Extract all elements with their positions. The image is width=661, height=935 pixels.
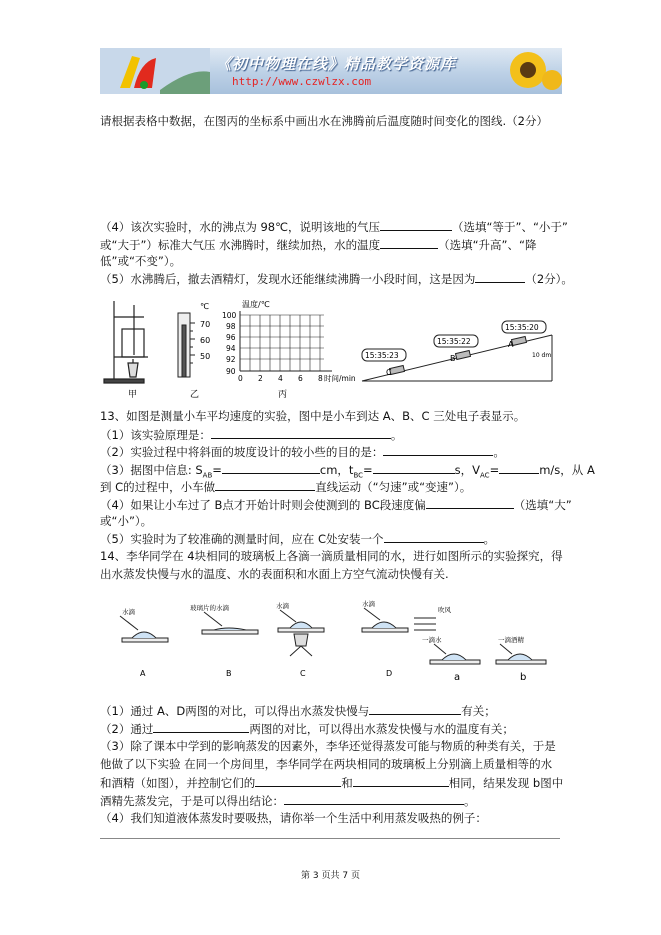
thermo-unit: ℃	[200, 302, 209, 311]
clock-a: 15:35:20	[505, 323, 539, 332]
svg-text:B: B	[450, 354, 456, 363]
svg-text:水滴: 水滴	[362, 600, 375, 608]
q14-text: 和	[341, 776, 353, 790]
svg-text:B: B	[226, 669, 232, 678]
banner-title: 《初中物理在线》精品教学资源库	[216, 55, 457, 73]
q13-p4-cont: 或“小”）。	[100, 514, 153, 528]
answer-blank[interactable]	[222, 461, 320, 474]
q4-line2	[100, 236, 536, 253]
answer-blank[interactable]	[426, 496, 514, 509]
svg-text:4: 4	[278, 374, 283, 383]
q13-text: 直线运动（“匀速”或“变速”）。	[315, 480, 472, 494]
answer-blank[interactable]	[211, 426, 391, 439]
q13-text: （5）实验时为了较准确的测量时间，应在 C处安装一个	[100, 532, 384, 546]
answer-blank[interactable]	[373, 461, 455, 474]
svg-text:b: b	[520, 672, 527, 683]
q13-text: 。	[483, 532, 495, 546]
answer-blank[interactable]	[383, 443, 493, 456]
svg-text:50: 50	[200, 352, 211, 361]
scale-label: 10 dm	[532, 352, 552, 359]
svg-text:丙: 丙	[278, 390, 288, 400]
graph-ylabel: 温度/℃	[242, 300, 270, 309]
svg-text:水滴: 水滴	[276, 602, 289, 610]
q14-p4: （4）我们知道液体蒸发时要吸热，请你举一个生活中利用蒸发吸热的例子：	[100, 811, 487, 825]
q13-p3-cont	[100, 478, 471, 495]
q14-p3-2: 他做了以下实验 在同一个房间里，李华同学在两块相同的玻璃板上分别滴上质量相等的水	[100, 757, 553, 771]
q13-text: =	[212, 463, 222, 477]
q14-text: 。	[464, 794, 476, 808]
figure-evaporation	[100, 598, 560, 688]
temperature-graph-grid	[240, 311, 332, 371]
svg-text:8: 8	[318, 374, 323, 383]
page-footer: 第 3 页共 7 页	[301, 871, 360, 881]
svg-text:98: 98	[226, 322, 236, 331]
svg-text:100: 100	[222, 311, 237, 320]
banner-url[interactable]: http://www.czwlzx.com	[232, 75, 372, 88]
q13-text: （1）该实验原理是：	[100, 428, 211, 442]
svg-text:70: 70	[200, 320, 211, 329]
answer-blank[interactable]	[384, 530, 484, 543]
svg-text:甲: 甲	[128, 390, 138, 400]
q13-p2	[100, 443, 505, 460]
boiling-apparatus	[104, 301, 148, 383]
q13-text: =	[489, 463, 500, 477]
svg-text:2: 2	[258, 374, 263, 383]
q13-text: m/s，从 A	[539, 463, 595, 477]
q13-p4	[100, 496, 572, 513]
svg-text:乙: 乙	[190, 390, 200, 400]
subscript: BC	[353, 471, 364, 480]
svg-text:C: C	[386, 368, 392, 377]
q13-text: 。	[493, 445, 505, 459]
svg-text:0: 0	[238, 374, 243, 383]
answer-line[interactable]	[100, 838, 560, 839]
q14-text: 和酒精（如图），并控制它们的	[100, 776, 256, 790]
clock-c: 15:35:23	[365, 351, 399, 360]
svg-text:a: a	[454, 672, 461, 683]
svg-text:96: 96	[226, 333, 236, 342]
answer-blank[interactable]	[215, 478, 315, 491]
q4-line1	[100, 218, 568, 235]
q14-title-2: 出水蒸发快慢与水的温度、水的表面积和水面上方空气流动快慢有关.	[100, 567, 449, 581]
figure-boiling-and-incline	[100, 295, 560, 405]
answer-blank[interactable]	[153, 720, 249, 733]
svg-text:6: 6	[298, 374, 303, 383]
subscript: AB	[202, 471, 213, 480]
q13-text: （2）实验过程中将斜面的坡度设计的较小些的目的是：	[100, 445, 384, 459]
q13-p1	[100, 426, 402, 443]
q13-title: 13、如图是测量小车平均速度的实验，图中是小车到达 A、B、C 三处电子表显示。	[100, 409, 526, 423]
q14-text: （2）通过	[100, 722, 154, 736]
answer-blank[interactable]	[380, 236, 438, 249]
svg-text:C: C	[300, 669, 306, 678]
svg-text:A: A	[508, 340, 514, 349]
q4-line3: 低”或“不变”）。	[100, 254, 182, 268]
subscript: AC	[480, 471, 490, 480]
svg-text:60: 60	[200, 336, 211, 345]
answer-blank[interactable]	[369, 702, 461, 715]
q4-text-1a: （4）该次实验时，水的沸点为 98℃，说明该地的气压	[100, 220, 381, 234]
answer-blank[interactable]	[499, 461, 539, 474]
svg-text:92: 92	[226, 355, 236, 364]
svg-text:94: 94	[226, 344, 236, 353]
q13-text: （4）如果让小车过了 B点才开始计时则会使测到的 BC段速度偏	[100, 498, 426, 512]
svg-text:一滴酒精: 一滴酒精	[498, 636, 524, 644]
svg-text:一滴水: 一滴水	[422, 636, 442, 644]
svg-text:玻璃片的水滴: 玻璃片的水滴	[190, 604, 229, 612]
header-banner	[100, 48, 562, 94]
svg-text:水滴: 水滴	[122, 608, 135, 616]
q13-text: 。	[390, 428, 403, 442]
q4-text-2b: （选填“升高”、“降	[438, 238, 537, 252]
q14-p3-3	[100, 774, 563, 791]
q14-p3-1: （3）除了课本中学到的影响蒸发的因素外，李华还觉得蒸发可能与物质的种类有关，于是	[100, 739, 556, 753]
q13-text: （选填“大”	[513, 498, 572, 512]
q13-p5	[100, 530, 495, 547]
q13-text: =	[363, 463, 373, 477]
thermometer	[178, 313, 195, 377]
svg-text:A: A	[140, 669, 146, 678]
clock-b: 15:35:22	[437, 337, 471, 346]
answer-blank[interactable]	[380, 218, 452, 231]
answer-blank[interactable]	[255, 774, 341, 787]
q13-text: cm，t	[319, 463, 354, 477]
q13-text: （3）据图中信息: S	[100, 463, 203, 477]
q4-text-2a: 或“大于”）标准大气压 水沸腾时，继续加热，水的温度	[100, 238, 381, 252]
q14-text: 酒精先蒸发完，于是可以得出结论：	[100, 794, 284, 808]
intro-text: 请根据表格中数据，在图丙的坐标系中画出水在沸腾前后温度随时间变化的图线.（2分）	[100, 114, 548, 128]
q5-text-b: （2分）。	[525, 272, 573, 286]
graph-xlabel: 时间/min	[324, 374, 356, 383]
q14-text: 两图的对比，可以得出水蒸发快慢与水的温度有关；	[249, 722, 514, 736]
q14-text: 有关；	[461, 704, 496, 718]
svg-text:吹风: 吹风	[438, 606, 451, 614]
q14-p3-4	[100, 792, 476, 809]
q5-text-a: （5）水沸腾后，撤去酒精灯，发现水还能继续沸腾一小段时间，这是因为	[100, 272, 476, 286]
q14-p1	[100, 702, 496, 719]
q13-text: s，V	[454, 463, 481, 477]
svg-text:90: 90	[226, 367, 236, 376]
q14-text: 相同，结果发现 b图中	[448, 776, 564, 790]
q14-text: （1）通过 A、D两图的对比，可以得出水蒸发快慢与	[100, 704, 370, 718]
svg-text:D: D	[386, 669, 393, 678]
answer-blank[interactable]	[284, 792, 464, 805]
q13-text: 到 C的过程中，小车做	[100, 480, 216, 494]
q5-line	[100, 270, 573, 287]
answer-blank[interactable]	[475, 270, 525, 283]
answer-blank[interactable]	[353, 774, 449, 787]
q14-p2	[100, 720, 514, 737]
q4-text-1b: （选填“等于”、“小于”	[452, 220, 568, 234]
sunflower-icon	[510, 52, 562, 90]
q14-title-1: 14、李华同学在 4块相同的玻璃板上各滴一滴质量相同的水，进行如图所示的实验探究，得	[100, 549, 563, 563]
